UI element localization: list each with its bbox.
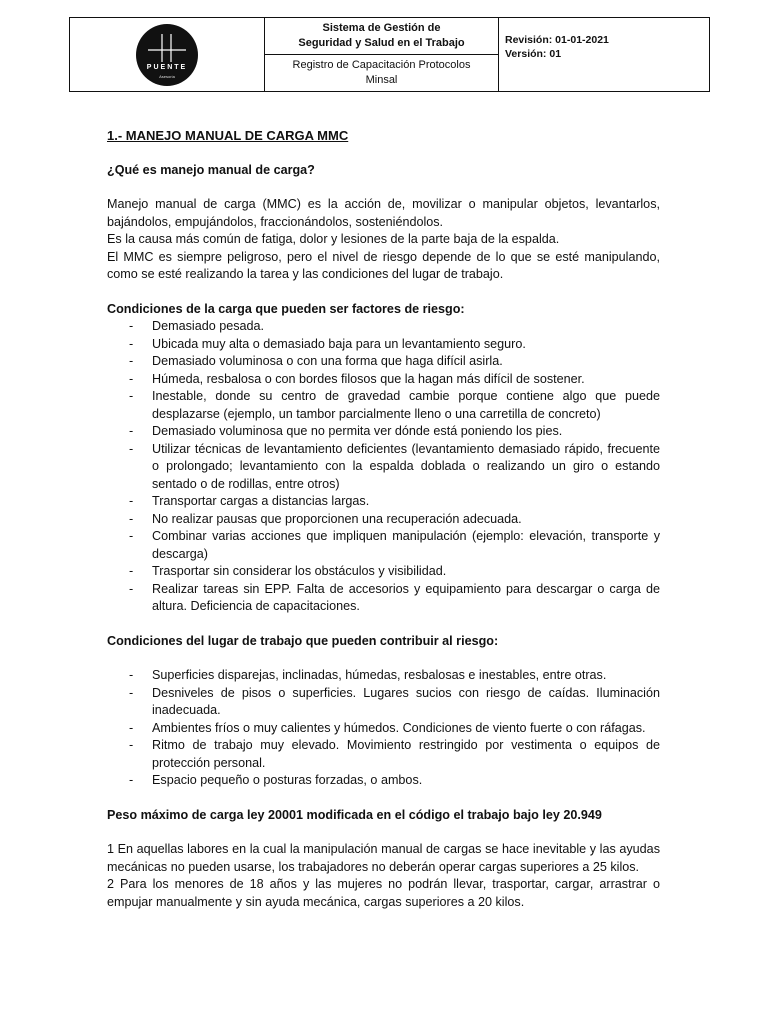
list-item: - Húmeda, resbalosa o con bordes filosos que la hagan más difícil de sostener. <box>107 371 660 389</box>
intro-paragraph: Es la causa más común de fatiga, dolor y lesiones de la parte baja de la espalda. <box>107 232 560 246</box>
list-item: - Ambientes fríos o muy calientes y húmedos. Condiciones de viento fuerte o con ráfagas. <box>107 720 660 738</box>
list-item: - Realizar tareas sin EPP. Falta de accesorios y equipamiento para descargar o carga de altura. Deficiencia de capacitaciones. <box>107 581 660 616</box>
load-conditions-heading: Condiciones de la carga que pueden ser factores de riesgo: <box>107 301 465 316</box>
list-item: - Superficies disparejas, inclinadas, húmedas, resbalosas e inestables, entre otras. <box>107 667 660 685</box>
logo-subtext: Asesoría <box>159 73 175 79</box>
company-logo <box>136 24 198 86</box>
register-title-line2: Minsal <box>365 74 398 86</box>
version-number: Versión: 01 <box>505 48 562 60</box>
list-item: - Trasportar sin considerar los obstáculos y visibilidad. <box>107 563 660 581</box>
list-item: - Ubicada muy alta o demasiado baja para un levantamiento seguro. <box>107 336 660 354</box>
system-title-line2: Seguridad y Salud en el Trabajo <box>298 37 465 49</box>
intro-paragraph: El MMC es siempre peligroso, pero el nivel de riesgo depende de lo que se esté manipulando, como se esté realizando la tarea y las condiciones del lugar de trabajo. <box>107 249 660 281</box>
document-body <box>107 127 660 911</box>
workplace-conditions-list <box>107 667 660 790</box>
register-title-line1: Registro de Capacitación Protocolos <box>292 59 471 71</box>
title-cell <box>265 18 499 91</box>
list-item: - Ritmo de trabajo muy elevado. Movimiento restringido por vestimenta o equipos de protección personal. <box>107 737 660 772</box>
revision-cell <box>499 18 709 91</box>
document-header <box>69 17 710 92</box>
list-item: - Demasiado voluminosa o con una forma que haga difícil asirla. <box>107 353 660 371</box>
intro-paragraph: Manejo manual de carga (MMC) es la acción de, movilizar o manipular objetos, levantarlos, bajándolos, empujándolos, fraccionándolos, sosteniéndolos. <box>107 197 660 229</box>
question-heading: ¿Qué es manejo manual de carga? <box>107 162 315 177</box>
list-item: - Desniveles de pisos o superficies. Lugares sucios con riesgo de caídas. Iluminación inadecuada. <box>107 685 660 720</box>
max-weight-paragraph: 1 En aquellas labores en la cual la manipulación manual de cargas se hace inevitable y las ayudas mecánicas no pueden usarse, los trabajadores no deberán operar cargas superiores a 25 kilos. <box>107 842 660 874</box>
revision-date: Revisión: 01-01-2021 <box>505 34 609 46</box>
list-item: - Demasiado voluminosa que no permita ver dónde está poniendo los pies. <box>107 423 660 441</box>
workplace-conditions-heading: Condiciones del lugar de trabajo que pueden contribuir al riesgo: <box>107 633 499 648</box>
list-item: - No realizar pausas que proporcionen una recuperación adecuada. <box>107 511 660 529</box>
load-conditions-list <box>107 318 660 616</box>
list-item: - Combinar varias acciones que impliquen manipulación (ejemplo: elevación, transporte y descarga) <box>107 528 660 563</box>
max-weight-paragraph: 2 Para los menores de 18 años y las mujeres no podrán llevar, trasportar, cargar, arrastrar o empujar manualmente y sin ayuda mecánica, cargas superiores a 20 kilos. <box>107 877 660 909</box>
list-item: - Espacio pequeño o posturas forzadas, o ambos. <box>107 772 660 790</box>
register-title <box>265 55 498 91</box>
logo-text: PUENTE <box>146 63 188 71</box>
system-title-line1: Sistema de Gestión de <box>322 22 441 34</box>
list-item: - Inestable, donde su centro de gravedad cambie porque contiene algo que puede desplazarse (ejemplo, un tambor parcialmente lleno o una carretilla de concreto) <box>107 388 660 423</box>
max-weight-heading: Peso máximo de carga ley 20001 modificada en el código el trabajo bajo ley 20.949 <box>107 807 602 822</box>
list-item: - Transportar cargas a distancias largas. <box>107 493 660 511</box>
list-item: - Demasiado pesada. <box>107 318 660 336</box>
list-item: - Utilizar técnicas de levantamiento deficientes (levantamiento demasiado rápido, frecuente o prolongado; levantamiento con la espalda doblada o realizando un giro o estando sentado o de rodillas, entre otros) <box>107 441 660 494</box>
logo-cell <box>70 18 265 91</box>
system-title <box>265 18 498 55</box>
section-title: 1.- MANEJO MANUAL DE CARGA MMC <box>107 128 349 143</box>
